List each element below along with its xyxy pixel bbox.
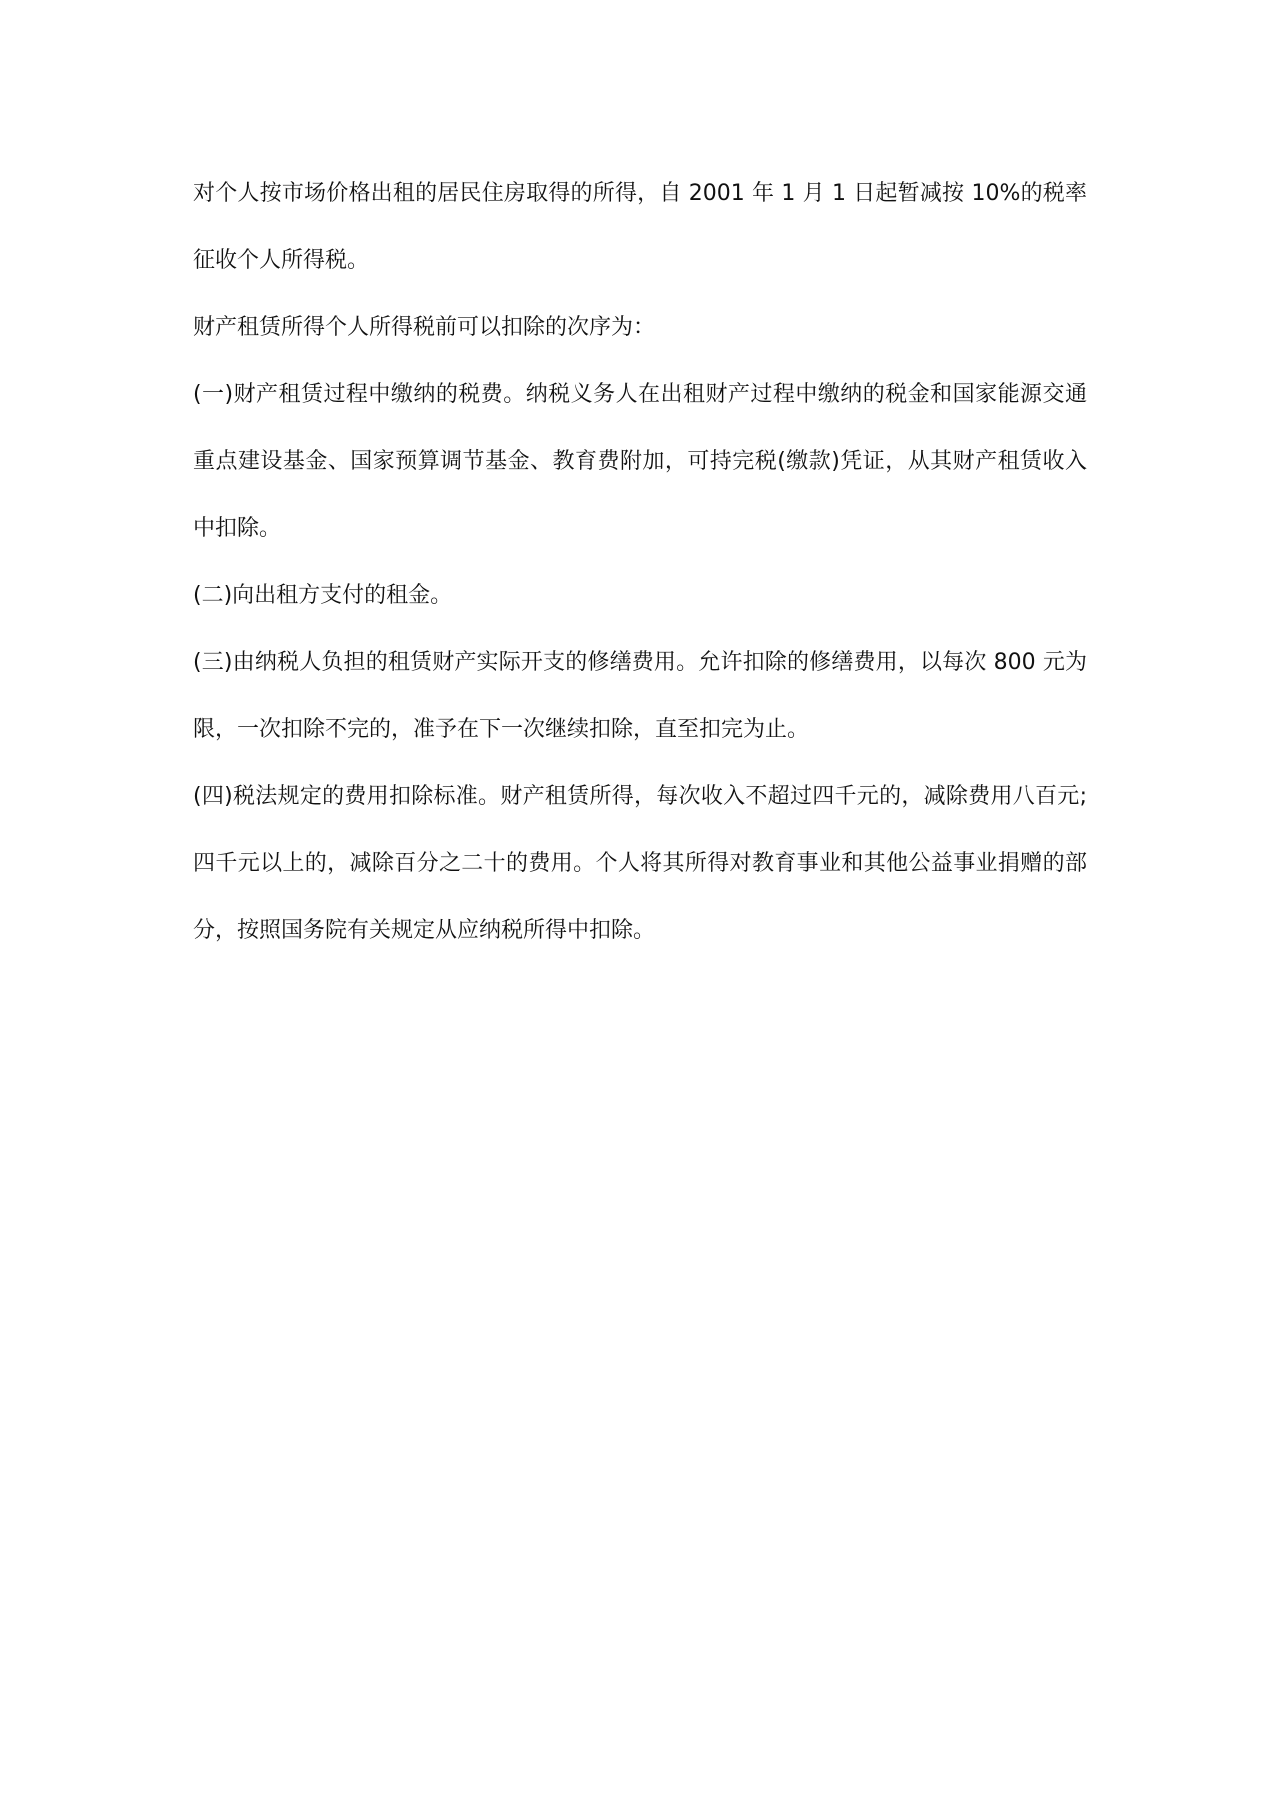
document-body bbox=[193, 160, 1087, 964]
paragraph-rental-income-tax-rate: 对个人按市场价格出租的居民住房取得的所得，自 2001 年 1 月 1 日起暂减按 10%的税率征收个人所得税。 bbox=[193, 181, 1087, 273]
paragraph-deduction-3-repair-costs: (三)由纳税人负担的租赁财产实际开支的修缮费用。允许扣除的修缮费用，以每次 800 元为限，一次扣除不完的，准予在下一次继续扣除，直至扣完为止。 bbox=[193, 650, 1087, 742]
paragraph-deduction-1-taxes-fees: (一)财产租赁过程中缴纳的税费。纳税义务人在出租财产过程中缴纳的税金和国家能源交通重点建设基金、国家预算调节基金、教育费附加，可持完税(缴款)凭证，从其财产租赁收入中扣除。 bbox=[193, 382, 1087, 541]
paragraph-deduction-2-rent-paid: (二)向出租方支付的租金。 bbox=[193, 583, 453, 608]
paragraph-deduction-order-intro: 财产租赁所得个人所得税前可以扣除的次序为： bbox=[193, 315, 656, 340]
paragraph-deduction-4-standard-deduction: (四)税法规定的费用扣除标准。财产租赁所得，每次收入不超过四千元的，减除费用八百元;四千元以上的，减除百分之二十的费用。个人将其所得对教育事业和其他公益事业捐赠的部分，按照国务院有关规定从应纳税所得中扣除。 bbox=[193, 784, 1087, 943]
